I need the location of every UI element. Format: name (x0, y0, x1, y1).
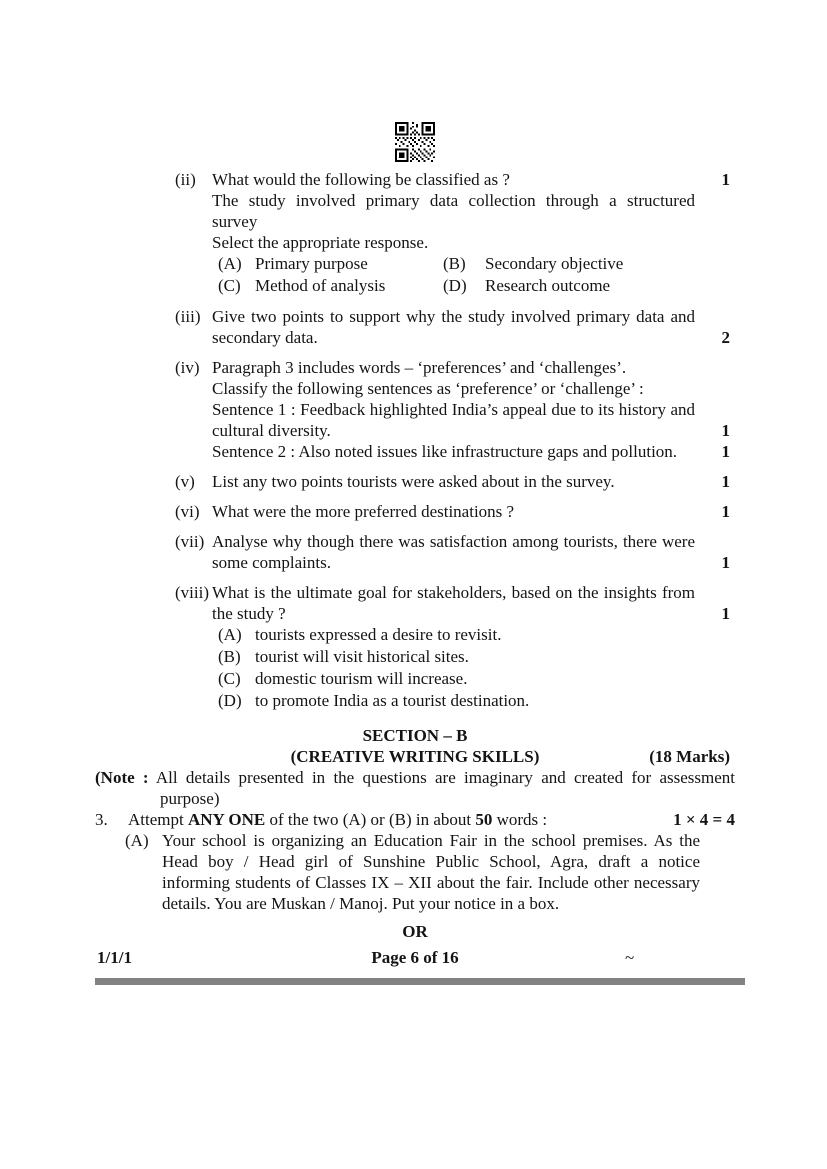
question-v-marks: 1 (721, 472, 730, 491)
question-iv-sentence-1: Sentence 1 : Feedback highlighted India’s appeal due to its history and cultural diversity. (212, 400, 695, 440)
question-list (175, 169, 735, 712)
question-vii-number: (vii) (175, 532, 205, 551)
qr-code (395, 122, 435, 162)
footer-divider-bar (95, 978, 745, 985)
question-3-header (95, 809, 735, 830)
option-a-text: tourists expressed a desire to revisit. (255, 625, 502, 644)
question-vii-text-line (212, 531, 730, 573)
question-3-text-suffix: words : (492, 810, 548, 829)
question-iv-intro-2: Classify the following sentences as ‘preference’ or ‘challenge’ : (212, 379, 644, 398)
question-v-number: (v) (175, 472, 195, 491)
question-viii-text: What is the ultimate goal for stakeholders, based on the insights from the study ? (212, 583, 695, 623)
question-vi (175, 501, 735, 522)
question-vi-number: (vi) (175, 502, 200, 521)
question-3-word-count: 50 (475, 810, 493, 829)
question-ii-instruction: Select the appropriate response. (212, 233, 429, 252)
question-iv-number: (iv) (175, 358, 200, 377)
question-3-marks: 1 × 4 = 4 (673, 810, 735, 829)
option-a-key: (A) (218, 254, 242, 273)
option-b-key: (B) (443, 254, 466, 273)
question-iii (175, 306, 735, 348)
question-iii-number: (iii) (175, 307, 201, 326)
question-vi-text-line (212, 501, 730, 522)
question-iv-sentence-1-line (212, 399, 730, 441)
section-b-subtitle-line (95, 746, 735, 767)
question-3-option-a (95, 830, 735, 914)
or-separator: OR (402, 922, 428, 941)
option-a-key: (A) (218, 625, 242, 644)
question-iv-intro-1: Paragraph 3 includes words – ‘preferences’ and ‘challenges’. (212, 358, 627, 377)
question-iv-sentence-2-line (212, 441, 730, 462)
question-ii-text-line (212, 169, 730, 190)
tilde-mark: ~ (625, 948, 635, 967)
question-iii-marks: 2 (721, 328, 730, 347)
option-d-text: Research outcome (485, 276, 611, 295)
question-v (175, 471, 735, 492)
question-ii-text: What would the following be classified as ? (212, 170, 510, 189)
question-viii-option-b (212, 646, 695, 668)
question-ii-option-row-2 (212, 275, 695, 297)
page-number: Page 6 of 16 (371, 948, 459, 967)
question-vi-text: What were the more preferred destinations ? (212, 502, 515, 521)
question-ii (175, 169, 735, 297)
note-label: (Note : (95, 768, 149, 787)
section-b-marks: (18 Marks) (649, 747, 730, 766)
page-footer (95, 947, 735, 968)
question-iv-sentence-1-marks: 1 (721, 421, 730, 440)
question-ii-option-row-1 (212, 253, 695, 275)
option-b-text: tourist will visit historical sites. (255, 647, 469, 666)
option-b-key: (B) (218, 647, 241, 666)
option-c-key: (C) (218, 276, 241, 295)
question-3-option-a-text: Your school is organizing an Education Fair in the school premises. As the Head boy / Head girl of Sunshine Public School, Agra, draft a notice informing students of Classes IX – XII about the fair. Include other necessary details. You are Muskan / Manoj. Put your notice in a box. (162, 831, 700, 913)
question-iv (175, 357, 735, 462)
question-3-any-one: ANY ONE (187, 810, 266, 829)
question-ii-number: (ii) (175, 170, 196, 189)
question-viii-option-d (212, 690, 695, 712)
section-b-title: SECTION – B (362, 726, 468, 745)
option-a-text: Primary purpose (255, 254, 368, 273)
question-v-text: List any two points tourists were asked about in the survey. (212, 472, 615, 491)
question-3-text-middle: of the two (A) or (B) in about (265, 810, 476, 829)
option-c-text: domestic tourism will increase. (255, 669, 468, 688)
question-v-text-line (212, 471, 730, 492)
question-viii-option-c (212, 668, 695, 690)
question-iii-text: Give two points to support why the study involved primary data and secondary data. (212, 307, 695, 347)
question-viii-number: (viii) (175, 583, 209, 602)
option-b-text: Secondary objective (485, 254, 624, 273)
question-iii-text-line (212, 306, 730, 348)
question-vii-marks: 1 (721, 553, 730, 572)
question-viii-marks: 1 (721, 604, 730, 623)
question-vi-marks: 1 (721, 502, 730, 521)
note-text: All details presented in the questions are imaginary and created for assessment purpose) (148, 768, 735, 808)
question-viii-text-line (212, 582, 730, 624)
question-viii (175, 582, 735, 712)
option-c-text: Method of analysis (255, 276, 386, 295)
question-ii-marks: 1 (721, 170, 730, 189)
question-3-number: 3. (95, 810, 108, 829)
paper-code: 1/1/1 (97, 948, 132, 967)
question-vii (175, 531, 735, 573)
section-b-subtitle: (CREATIVE WRITING SKILLS) (290, 747, 540, 766)
option-d-key: (D) (443, 276, 467, 295)
question-ii-stem: The study involved primary data collection through a structured survey (212, 191, 695, 231)
question-viii-option-a (212, 624, 695, 646)
question-3-option-a-key: (A) (125, 831, 149, 850)
question-vii-text: Analyse why though there was satisfaction among tourists, there were some complaints. (212, 532, 695, 572)
option-d-text: to promote India as a tourist destination. (255, 691, 530, 710)
section-note (95, 767, 735, 809)
option-d-key: (D) (218, 691, 242, 710)
question-iv-sentence-2: Sentence 2 : Also noted issues like infrastructure gaps and pollution. (212, 442, 678, 461)
question-3-text (128, 809, 673, 830)
question-3-text-prefix: Attempt (128, 810, 188, 829)
qr-code-image (395, 122, 435, 162)
question-iv-sentence-2-marks: 1 (721, 442, 730, 461)
option-c-key: (C) (218, 669, 241, 688)
